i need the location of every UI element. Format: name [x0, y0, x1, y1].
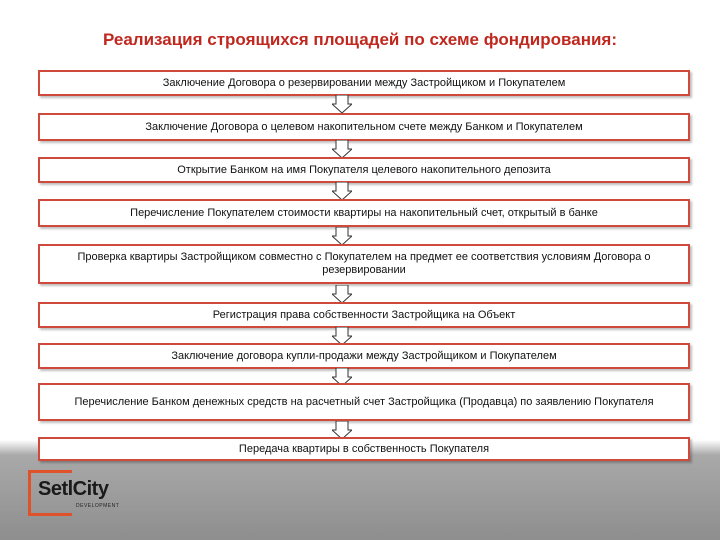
step-3: Открытие Банком на имя Покупателя целевого накопительного депозита	[38, 157, 690, 183]
logo-subtitle: DEVELOPMENT	[76, 503, 120, 509]
logo-name: SetlCity	[38, 478, 109, 500]
down-arrow-icon	[332, 285, 352, 303]
step-1: Заключение Договора о резервировании между Застройщиком и Покупателем	[38, 70, 690, 96]
down-arrow-icon	[332, 95, 352, 113]
step-5: Проверка квартиры Застройщиком совместно с Покупателем на предмет ее соответствия условиям Договора о резервировании	[38, 244, 690, 284]
step-7: Заключение договора купли-продажи между Застройщиком и Покупателем	[38, 343, 690, 369]
setlcity-logo	[28, 470, 118, 520]
down-arrow-icon	[332, 227, 352, 245]
step-6: Регистрация права собственности Застройщика на Объект	[38, 302, 690, 328]
step-8: Перечисление Банком денежных средств на расчетный счет Застройщика (Продавца) по заявлению Покупателя	[38, 383, 690, 421]
step-4: Перечисление Покупателем стоимости квартиры на накопительный счет, открытый в банке	[38, 199, 690, 227]
slide-title: Реализация строящихся площадей по схеме фондирования:	[102, 30, 618, 49]
down-arrow-icon	[332, 182, 352, 200]
step-2: Заключение Договора о целевом накопительном счете между Банком и Покупателем	[38, 113, 690, 141]
down-arrow-icon	[332, 140, 352, 158]
step-9: Передача квартиры в собственность Покупателя	[38, 437, 690, 461]
